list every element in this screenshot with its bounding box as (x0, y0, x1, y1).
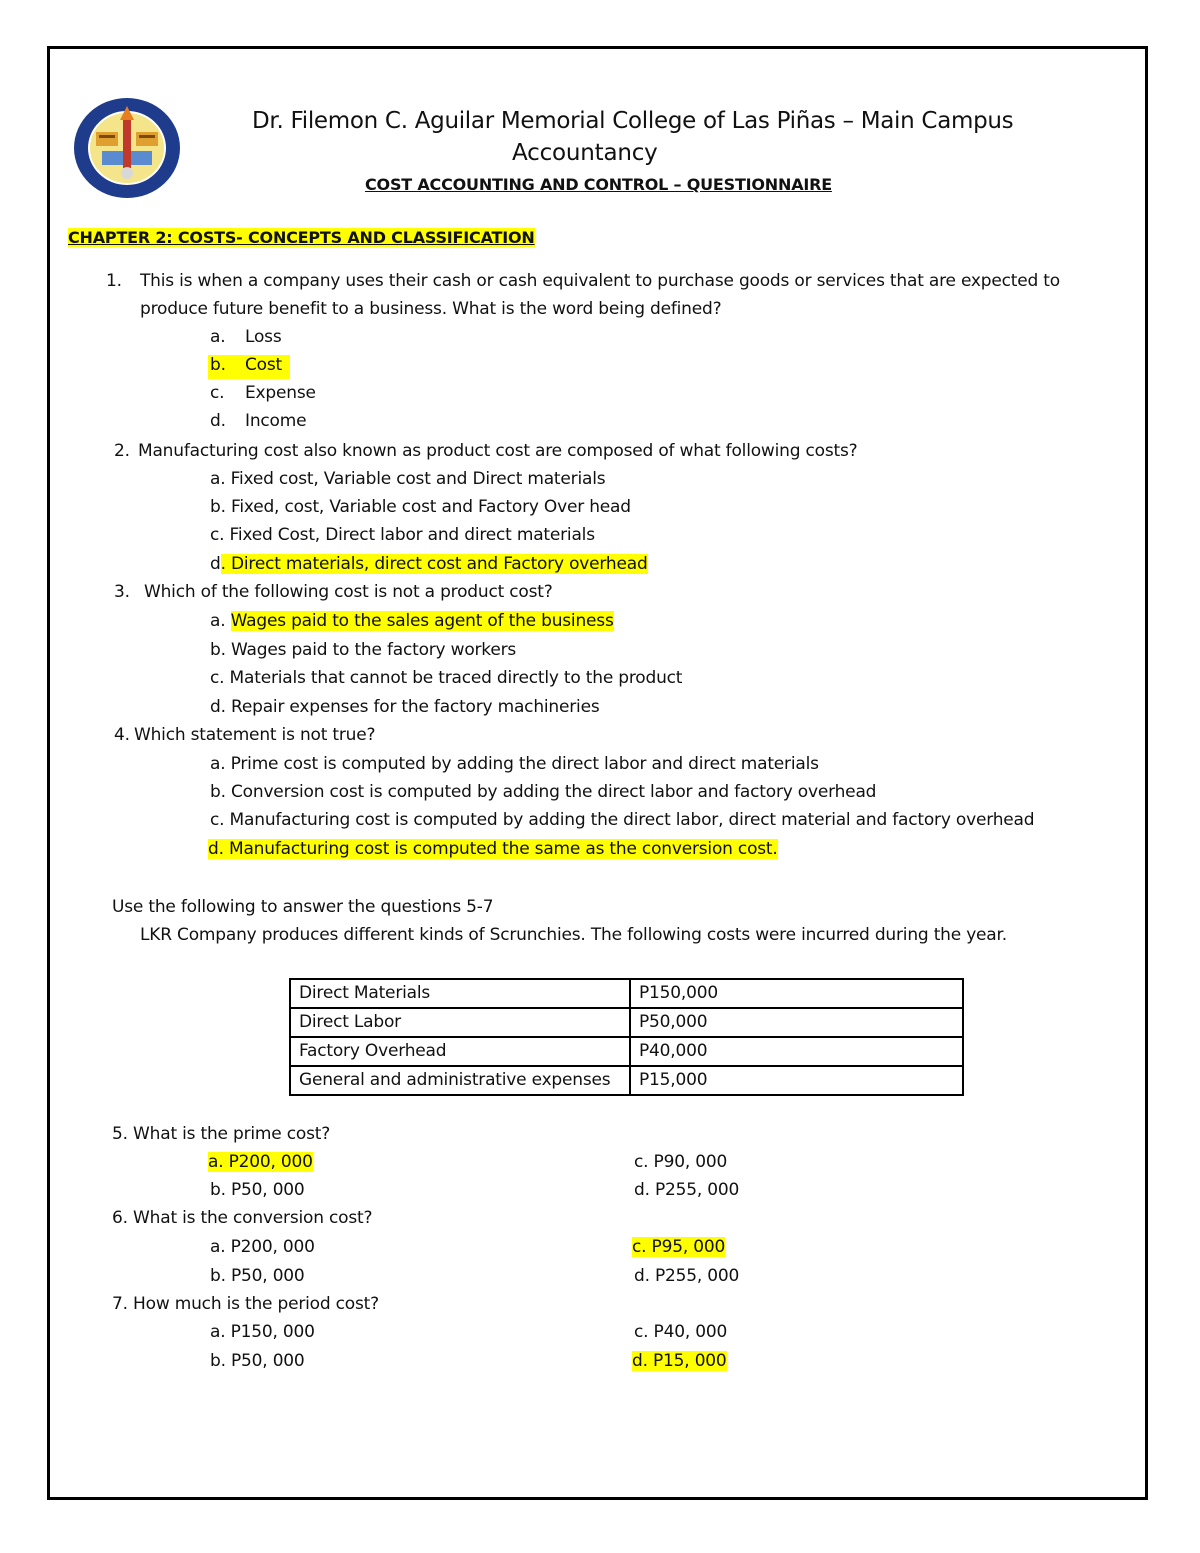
q3-choice-d: d. Repair expenses for the factory machineries (210, 697, 600, 717)
college-seal-icon (72, 96, 182, 200)
q1-choice-b-text: Cost (245, 355, 282, 375)
question-1-number: 1. (106, 271, 122, 291)
question-5-number: 5. (112, 1124, 128, 1144)
table-row (290, 1037, 963, 1066)
q2-choice-d-text: . Direct materials, direct cost and Factory overhead (220, 554, 648, 574)
question-2-number: 2. (114, 441, 130, 461)
case-intro: Use the following to answer the questions 5-7 (112, 897, 494, 917)
case-description: LKR Company produces different kinds of Scrunchies. The following costs were incurred during the year. (140, 925, 1007, 945)
q1-choice-a-text: Loss (245, 327, 282, 347)
department-name: Accountancy (512, 140, 658, 166)
table-cell-amount: P50,000 (630, 1008, 963, 1037)
q2-choice-a: a. Fixed cost, Variable cost and Direct materials (210, 469, 606, 489)
table-cell-label: Direct Labor (290, 1008, 630, 1037)
question-7-number: 7. (112, 1294, 128, 1314)
q1-choice-c-text: Expense (245, 383, 316, 403)
question-7 (112, 1294, 379, 1314)
question-6-number: 6. (112, 1208, 128, 1228)
q5-choice-c: c. P90, 000 (634, 1152, 728, 1172)
q2-choice-d-letter: d (210, 554, 221, 574)
question-6-text: What is the conversion cost? (133, 1208, 373, 1228)
question-1-text-line-1: This is when a company uses their cash or cash equivalent to purchase goods or services that are expected to (140, 271, 1060, 291)
q7-choice-b: b. P50, 000 (210, 1351, 305, 1371)
question-6 (112, 1208, 372, 1228)
q1-choice-a-letter: a. (210, 327, 226, 347)
college-name: Dr. Filemon C. Aguilar Memorial College of Las Piñas – Main Campus (252, 108, 1014, 134)
q3-choice-c: c. Materials that cannot be traced directly to the product (210, 668, 683, 688)
q6-choice-b: b. P50, 000 (210, 1266, 305, 1286)
q3-choice-a (210, 611, 614, 631)
question-3-number: 3. (114, 582, 130, 602)
question-3-text: Which of the following cost is not a product cost? (144, 582, 553, 602)
table-row (290, 979, 963, 1008)
q4-choice-a: a. Prime cost is computed by adding the direct labor and direct materials (210, 754, 819, 774)
q2-choice-b: b. Fixed, cost, Variable cost and Factory Over head (210, 497, 631, 517)
q1-choice-b-letter: b. (210, 355, 226, 375)
question-2-text: Manufacturing cost also known as product cost are composed of what following costs? (138, 441, 858, 461)
q6-choice-d: d. P255, 000 (634, 1266, 740, 1286)
q3-choice-b: b. Wages paid to the factory workers (210, 640, 517, 660)
document-subtitle: COST ACCOUNTING AND CONTROL – QUESTIONNAIRE (365, 175, 832, 194)
question-1-text-line-2: produce future benefit to a business. What is the word being defined? (140, 299, 722, 319)
q2-choice-d (210, 554, 648, 574)
q5-choice-a: a. P200, 000 (208, 1152, 313, 1172)
cost-table (289, 978, 964, 1096)
table-row (290, 1066, 963, 1095)
q6-choice-a: a. P200, 000 (210, 1237, 315, 1257)
q3-choice-a-letter: a. (210, 611, 231, 631)
q3-choice-a-text: Wages paid to the sales agent of the business (230, 611, 614, 631)
q7-choice-a: a. P150, 000 (210, 1322, 315, 1342)
table-cell-amount: P150,000 (630, 979, 963, 1008)
q4-choice-c: c. Manufacturing cost is computed by adding the direct labor, direct material and factory overhead (210, 810, 1035, 830)
q4-choice-d: d. Manufacturing cost is computed the same as the conversion cost. (208, 839, 778, 859)
q5-choice-d: d. P255, 000 (634, 1180, 740, 1200)
question-4-number: 4. (114, 725, 130, 745)
q1-choice-d-text: Income (245, 411, 307, 431)
table-row (290, 1008, 963, 1037)
table-cell-amount: P40,000 (630, 1037, 963, 1066)
q4-choice-b: b. Conversion cost is computed by adding the direct labor and factory overhead (210, 782, 877, 802)
question-5 (112, 1124, 330, 1144)
q6-choice-c: c. P95, 000 (632, 1237, 726, 1257)
question-7-text: How much is the period cost? (133, 1294, 379, 1314)
chapter-heading: CHAPTER 2: COSTS- CONCEPTS AND CLASSIFICATION (68, 228, 535, 247)
question-5-text: What is the prime cost? (133, 1124, 331, 1144)
q7-choice-d: d. P15, 000 (632, 1351, 727, 1371)
q2-choice-c: c. Fixed Cost, Direct labor and direct materials (210, 525, 595, 545)
q1-choice-c-letter: c. (210, 383, 225, 403)
table-cell-label: General and administrative expenses (290, 1066, 630, 1095)
q7-choice-c: c. P40, 000 (634, 1322, 728, 1342)
table-cell-label: Direct Materials (290, 979, 630, 1008)
q1-choice-d-letter: d. (210, 411, 226, 431)
question-4-text: Which statement is not true? (134, 725, 376, 745)
table-cell-amount: P15,000 (630, 1066, 963, 1095)
table-cell-label: Factory Overhead (290, 1037, 630, 1066)
q5-choice-b: b. P50, 000 (210, 1180, 305, 1200)
